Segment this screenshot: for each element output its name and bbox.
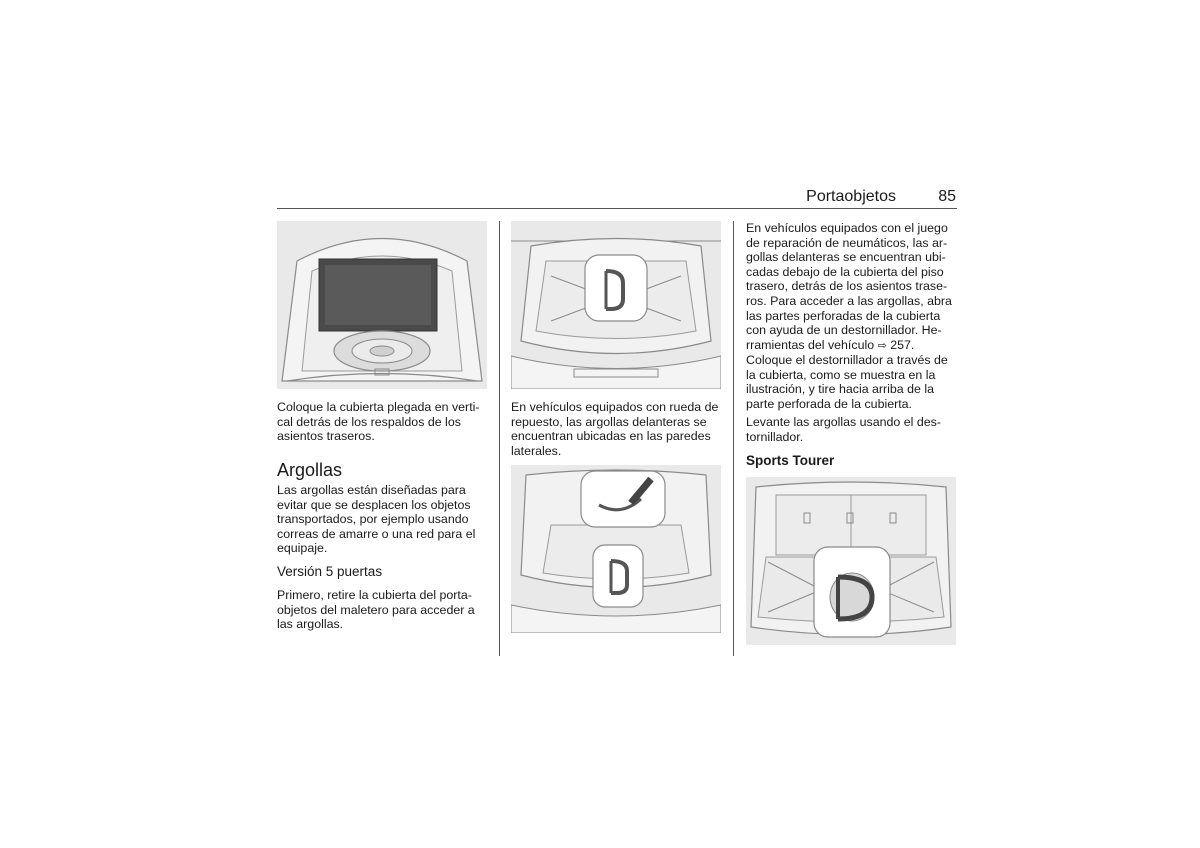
para-tire-repair-kit [746,221,958,353]
header-rule [277,208,957,209]
sports-tourer-trunk-drawing [746,477,956,645]
subheading-sports-tourer: Sports Tourer [746,453,835,468]
illustration-sports-tourer-trunk [746,477,956,645]
trunk-screwdriver-drawing [511,465,721,633]
page-number: 85 [938,188,956,205]
heading-argollas: Argollas [277,460,343,480]
section-title: Portaobjetos [806,188,896,205]
trunk-rings-floor-drawing [511,221,721,389]
illustration-trunk-screwdriver [511,465,721,633]
para-lift-rings: Levante las argollas usando el des-tornillador. [746,415,941,444]
illustration-trunk-rings-floor [511,221,721,389]
illustration-trunk-folded-cover [277,221,487,389]
caption-rings-side-walls: En vehículos equipados con rueda de repuesto, las argollas delanteras se encuentran ubicadas en las paredes laterales. [511,400,719,458]
subheading-version-5-puertas: Versión 5 puertas [277,564,383,579]
caption-folded-cover: Coloque la cubierta plegada en verti-cal detrás de los respaldos de los asientos traseros. [277,400,480,444]
instructions-remove-cover: Primero, retire la cubierta del porta-objetos del maletero para acceder a las argollas. [277,588,475,632]
intro-argollas: Las argollas están diseñadas para evitar que se desplacen los objetos transportados, por ejemplo usando correas de amarre o una red para el equipaje. [277,483,476,556]
column-divider-1 [499,221,500,656]
para-tire-repair-kit-text: En vehículos equipados con el juego de reparación de neumáticos, las ar-gollas delanteras se encuentran ubi-cadas debajo de la cubierta del piso trasero, detrás de los asientos trase-ros. Para acceder a las argollas, abra las partes perforadas de la cubierta con ayuda de un destornillador. He-rramientas del vehículo [746,221,952,352]
page-reference-arrow-icon: ⇨ [877,339,887,352]
column-divider-2 [733,221,734,656]
page-reference-number[interactable]: 257. [890,337,915,352]
para-insert-screwdriver: Coloque el destornillador a través de la cubierta, como se muestra en la ilustración, y tire hacia arriba de la parte perforada de la cubierta. [746,353,948,411]
trunk-folded-cover-drawing [277,221,487,389]
